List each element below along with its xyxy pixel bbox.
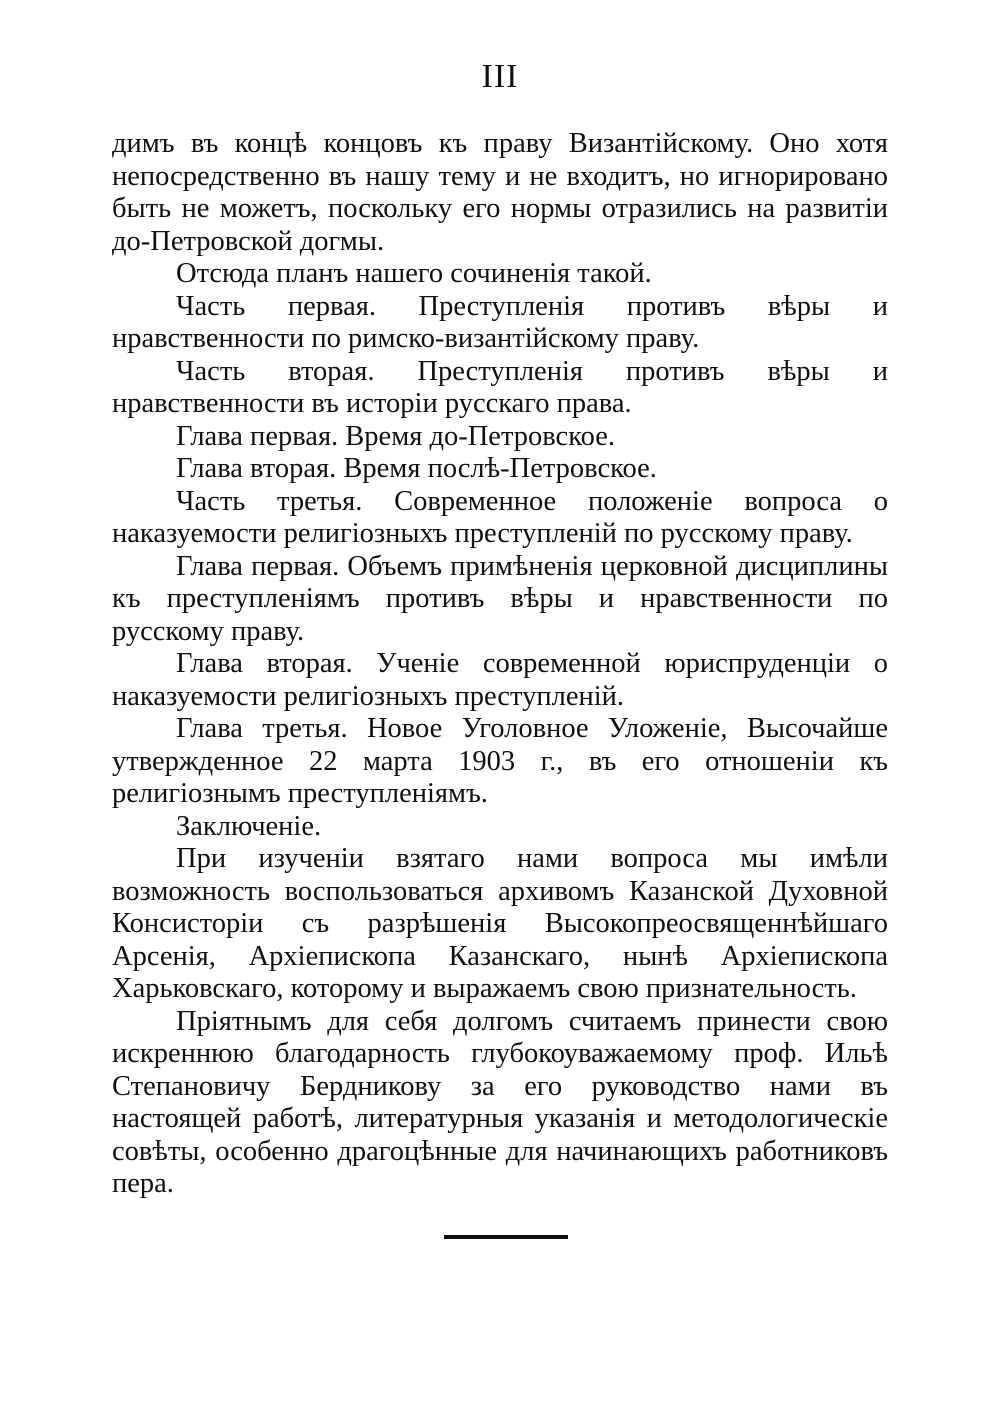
paragraph-archive-acknowledgment: При изученіи взятаго нами вопроса мы имѣли возможность воспользоваться архивомъ Казанской Духовной Консисторіи съ разрѣшенія Высокопреосвященнѣйшаго Арсенія, Архіепископа Казанскаго, нынѣ Архіепископа Харьковскаго, которому и выражаемъ свою признательность. — [112, 843, 888, 1004]
paragraph-plan-heading: Отсюда планъ нашего сочиненія такой. — [176, 258, 652, 289]
paragraph-part-two-chapter-one: Глава первая. Время до-Петровское. — [176, 420, 615, 452]
paragraph-part-three-chapter-two: Глава вторая. Ученіе современной юриспруденціи о наказуемости религіозныхъ преступленій. — [112, 648, 888, 712]
paragraph-gratitude: Пріятнымъ для себя долгомъ считаемъ принести свою искреннюю благодарность глубокоуважаемому проф. Ильѣ Степановичу Бердникову за его руководство нами въ настоящей работѣ, литературныя указанія и методологическіе совѣты, особенно драгоцѣнные для начинающихъ работниковъ пера. — [112, 1005, 888, 1199]
paragraph-part-two: Часть вторая. Преступленія противъ вѣры и нравственности въ исторіи русскаго права. — [112, 355, 888, 419]
paragraph-part-three-chapter-three: Глава третья. Новое Уголовное Уложеніе, Высочайше утвержденное 22 марта 1903 г., въ его отношеніи къ религіознымъ преступленіямъ. — [112, 713, 888, 809]
body-text — [112, 128, 888, 1201]
paragraph-part-three-chapter-one: Глава первая. Объемъ примѣненія церковной дисциплины къ преступленіямъ противъ вѣры и нравственности по русскому праву. — [112, 550, 888, 647]
paragraph-intro-continuation: димъ въ концѣ концовъ къ праву Византійскому. Оно хотя непосредственно въ нашу тему и не входитъ, но игнорировано быть не можетъ, поскольку его нормы отразились на развитіи до-Петровской догмы. — [112, 128, 888, 257]
end-divider-rule — [444, 1235, 568, 1239]
paragraph-conclusion: Заключеніе. — [176, 810, 322, 842]
paragraph-part-two-chapter-two: Глава вторая. Время послѣ-Петровское. — [176, 453, 657, 484]
paragraph-part-one: Часть первая. Преступленія противъ вѣры и нравственности по римско-византійскому праву. — [112, 290, 888, 354]
paragraph-part-three: Часть третья. Современное положеніе вопроса о наказуемости религіозныхъ преступленій по русскому праву. — [112, 485, 888, 549]
page-number: III — [481, 58, 519, 95]
